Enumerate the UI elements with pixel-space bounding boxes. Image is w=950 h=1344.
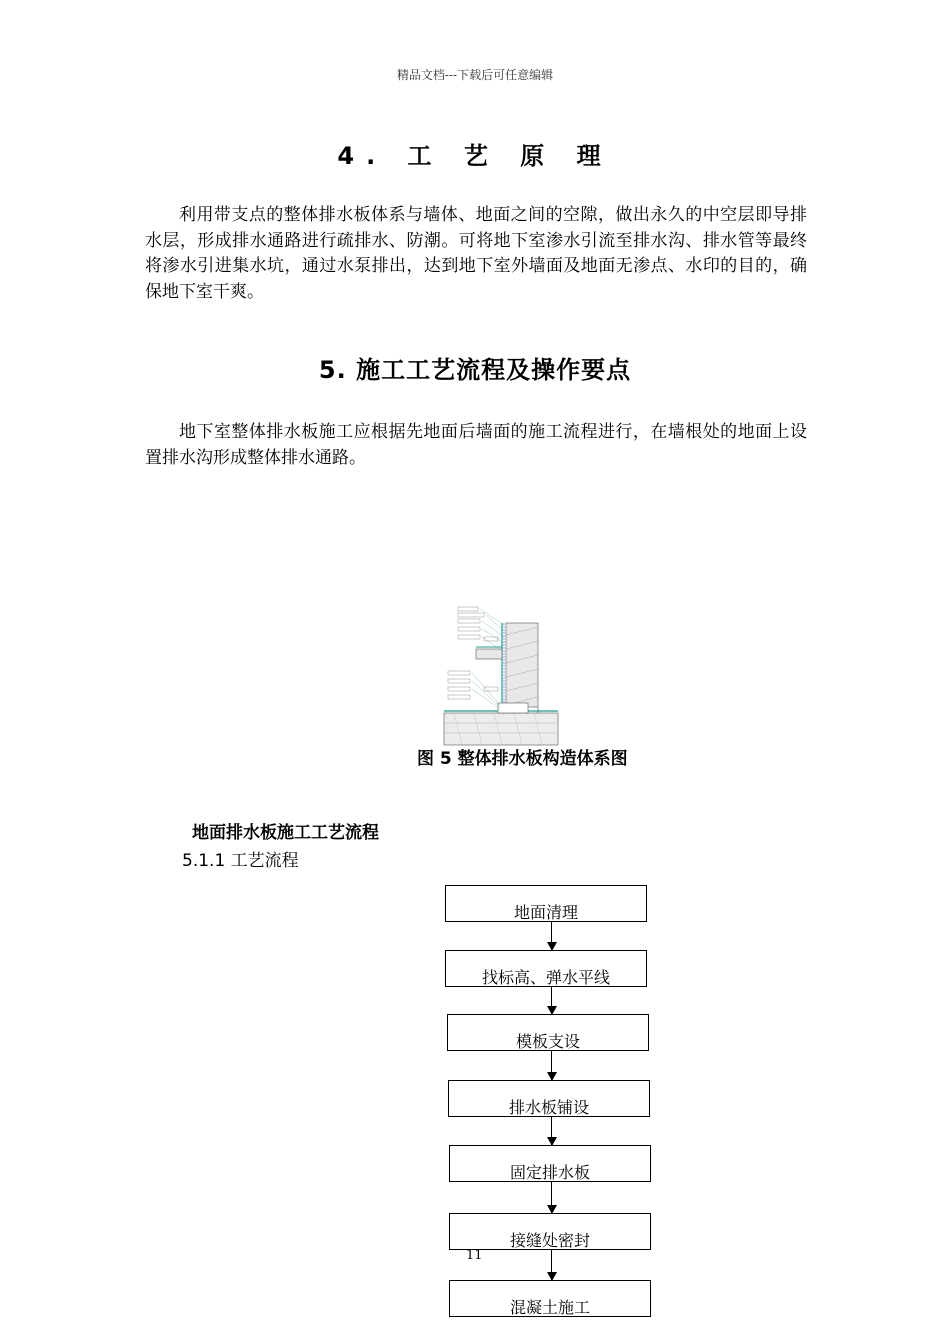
- flow-arrow: [551, 1250, 552, 1280]
- flow-arrow: [551, 1182, 552, 1213]
- flow-step-label: 排水板铺设: [508, 1098, 589, 1117]
- header-watermark: 精品文档---下载后可任意编辑: [396, 68, 554, 82]
- subsection-title: 地面排水板施工工艺流程: [192, 823, 379, 843]
- flow-step: [449, 1213, 651, 1250]
- flow-step: [447, 1014, 649, 1051]
- page-number: 11: [466, 1248, 483, 1263]
- flow-step-label: 地面清理: [513, 903, 578, 922]
- flow-step: [445, 950, 647, 987]
- flow-step: [449, 1280, 651, 1317]
- section-4-title: 4. 工 艺 原 理: [337, 142, 613, 170]
- flow-step-label: 模板支设: [515, 1032, 580, 1051]
- flow-step: [448, 1080, 650, 1117]
- flow-step-label: 固定排水板: [509, 1163, 590, 1182]
- figure-caption: 图 5 整体排水板构造体系图: [417, 749, 628, 769]
- flow-step: [449, 1145, 651, 1182]
- section-5-paragraph: 地下室整体排水板施工应根据先地面后墙面的施工流程进行，在墙根处的地面上设置排水沟形成整体排水通路。: [145, 422, 807, 468]
- flow-step-label: 混凝土施工: [509, 1298, 590, 1317]
- section-4-paragraph: 利用带支点的整体排水板体系与墙体、地面之间的空隙，做出永久的中空层即导排水层，形成排水通路进行疏排水、防潮。可将地下室渗水引流至排水沟、排水管等最终将渗水引进集水坑，通过水泵排出，达到地下室外墙面及地面无渗点、水印的目的，确保地下室干爽。: [145, 205, 807, 302]
- flow-arrow: [551, 922, 552, 950]
- flow-step: [445, 885, 647, 922]
- flow-arrow: [551, 1051, 552, 1080]
- flow-step-label: 找标高、弹水平线: [481, 968, 610, 987]
- subsection-item: 5.1.1 工艺流程: [182, 851, 299, 871]
- section-5-title: 5. 施工工艺流程及操作要点: [318, 356, 632, 384]
- flow-step-label: 接缝处密封: [509, 1231, 590, 1250]
- flow-arrow: [551, 987, 552, 1014]
- flow-arrow: [551, 1117, 552, 1145]
- drainage-board-diagram: [440, 605, 562, 747]
